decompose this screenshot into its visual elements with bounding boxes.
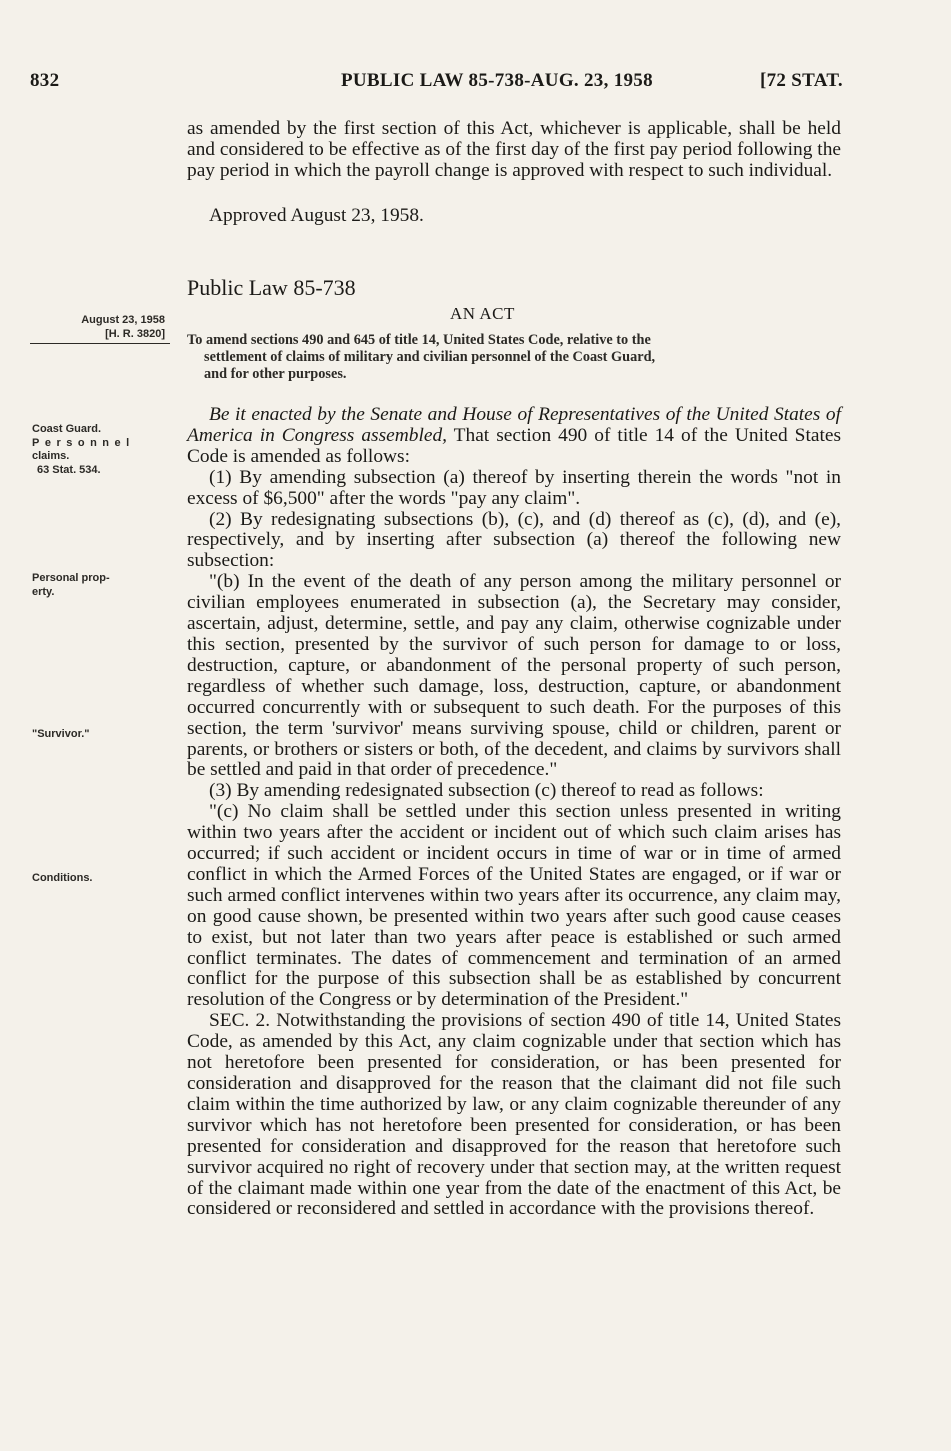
paragraph: SEC. 2. Notwithstanding the provisions of section 490 of title 14, United States Code, as amended by this Act, any claim cognizable under that section which has not heretofore been presented for consideration, or has been presented for consideration and disapproved for the reason that the claimant did not file such claim within the time authorized by law, or any claim cognizable thereunder of any survivor which has not heretofore been presented for consideration, or has been presented for consideration and disapproved for the reason that heretofore such survivor acquired no right of recovery under that section may, at the written request of the claimant made within one year from the date of the enactment of this Act, be considered or reconsidered and settled in accordance with the provisions thereof. — [187, 1010, 841, 1220]
paragraph: (3) By amending redesignated subsection (c) thereof to read as follows: — [209, 780, 764, 802]
act-heading: AN ACT — [450, 304, 515, 323]
page-number: 832 — [30, 70, 60, 91]
act-purpose — [187, 332, 841, 383]
margin-note-conditions: Conditions. — [32, 872, 93, 884]
bill-number: [H. R. 3820] — [105, 327, 165, 340]
margin-note-survivor: "Survivor." — [32, 728, 90, 740]
act-purpose-line: To amend sections 490 and 645 of title 14, United States Code, relative to the — [187, 332, 651, 348]
enactment-date: August 23, 1958 — [81, 314, 165, 326]
paragraph: (1) By amending subsection (a) thereof by inserting therein the words "not in excess of $6,500" after the words "pay any claim". — [187, 466, 841, 509]
act-purpose-line: settlement of claims of military and civilian personnel of the Coast Guard, — [204, 349, 656, 365]
stat-reference: [72 STAT. — [760, 70, 843, 91]
margin-note-date — [35, 314, 165, 344]
intro-paragraph: as amended by the first section of this Act, whichever is applicable, shall be held and considered to be effective as of the first day of the first pay period following the pay period in which the payroll change is approved with respect to such individual. — [187, 118, 841, 181]
margin-rule — [30, 343, 170, 344]
margin-note-coast-guard: Coast Guard. Personnel claims. 63 Stat. 534. — [32, 423, 135, 476]
enacting-clause: Be it enacted by the Senate and House of Representatives of the United States of America in Congress assembled, That section 490 of title 14 of the United States Code is amended as follows: — [187, 404, 841, 467]
paragraph: "(b) In the event of the death of any person among the military personnel or civilian employees enumerated in subsection (a), the Secretary may consider, ascertain, adjust, determine, settle, and pay any claim, otherwise cognizable under this section, presented by the survivor of such person for damage to or loss, destruction, capture, or abandonment of the personal property of such person, regardless of whether such damage, loss, destruction, capture, or abandonment occurred concurrently with or subsequent to such death. For the purposes of this section, the term 'survivor' means surviving spouse, child or children, parent or parents, or brothers or sisters or both, of the decedent, and claims by survivors shall be settled and paid in that order of precedence." — [187, 571, 841, 781]
approved-line: Approved August 23, 1958. — [209, 205, 424, 226]
margin-note-personal-property: Personal prop- erty. — [32, 572, 110, 598]
paragraph: "(c) No claim shall be settled under this section unless presented in writing within two years after the accident or incident out of which such claim arises has occurred; if such accident or incident occurs in time of war or in time of armed conflict in which the Armed Forces of the United States are engaged, or if war or such armed conflict intervenes within two years after its occurrence, any claim may, on good cause shown, be presented within two years after such good cause ceases to exist, but not later than two years after peace is established or such armed conflict terminates. The dates of commencement and termination of an armed conflict for the purpose of this subsection shall be as established by concurrent resolution of the Congress or by determination of the President." — [187, 801, 841, 1011]
paragraph: (2) By redesignating subsections (b), (c), and (d) thereof as (c), (d), and (e), respectively, and by inserting after subsection (a) thereof the following new subsection: — [187, 508, 841, 572]
running-title: PUBLIC LAW 85-738-AUG. 23, 1958 — [341, 70, 653, 91]
act-body — [187, 405, 841, 1220]
act-purpose-line: and for other purposes. — [204, 366, 347, 382]
law-title: Public Law 85-738 — [187, 275, 356, 300]
